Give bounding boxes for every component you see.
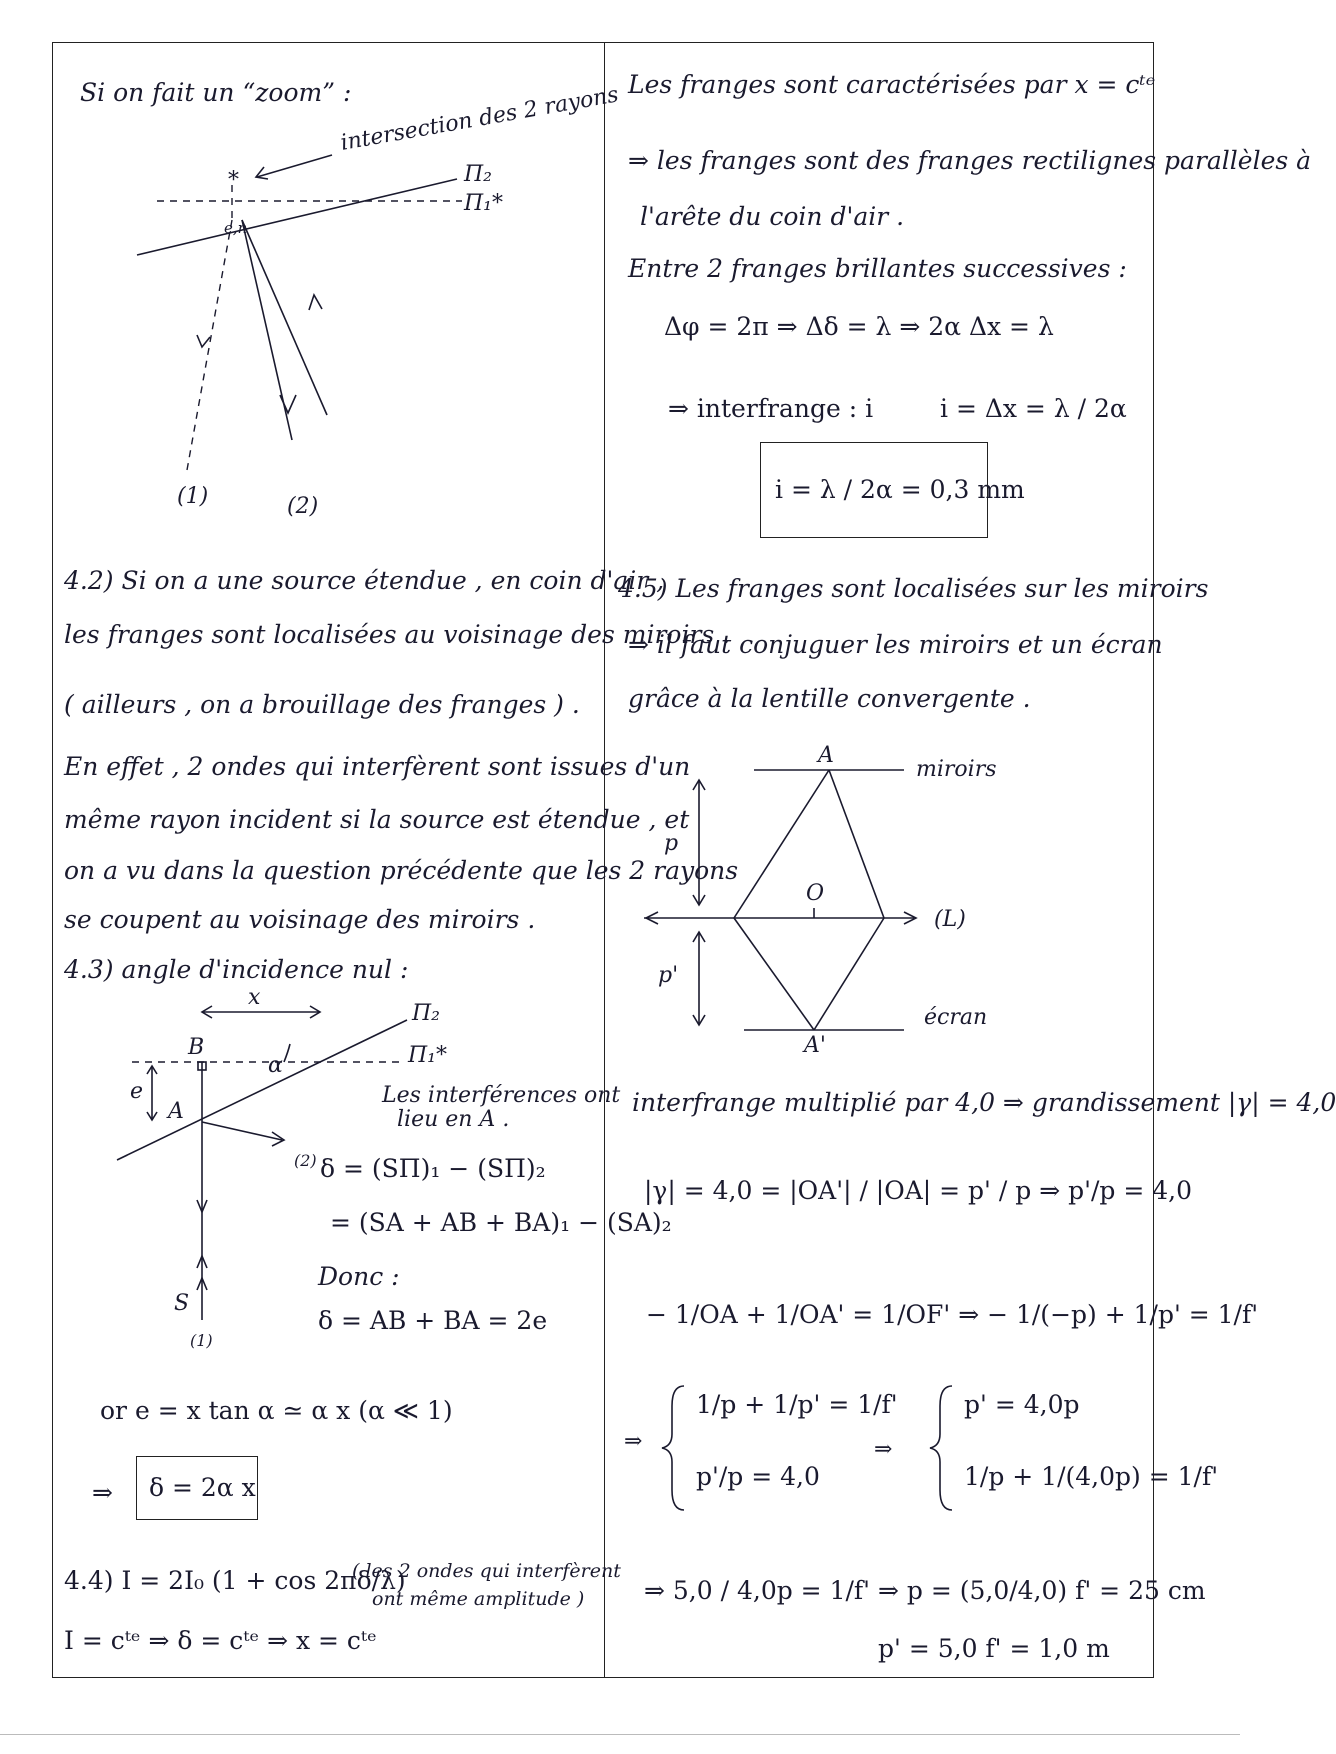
eq-phase: Δφ = 2π ⇒ Δδ = λ ⇒ 2α Δx = λ xyxy=(664,312,1054,341)
label-S: S xyxy=(174,1291,190,1316)
q44-note-2: ont même amplitude ) xyxy=(372,1588,585,1610)
fringes-line-1: Les franges sont caractérisées par x = cᵗᵉ xyxy=(628,70,1156,99)
final-equation-2: p' = 5,0 f' = 1,0 m xyxy=(878,1634,1110,1663)
label-pi1: Π₁* xyxy=(408,1043,448,1068)
ray-Aprime-right xyxy=(814,918,884,1030)
fringes-line-2: ⇒ les franges sont des franges rectilignes parallèles à xyxy=(628,146,1312,175)
boxed-delta: δ = 2α x xyxy=(149,1473,256,1502)
label-ray2: (2) xyxy=(294,1151,317,1170)
scan-edge xyxy=(0,1734,1240,1735)
q45-line-3: grâce à la lentille convergente . xyxy=(628,684,1031,713)
system-arrow-2: ⇒ xyxy=(874,1437,893,1462)
left-brace xyxy=(662,1386,684,1510)
label-O: O xyxy=(806,881,825,906)
delta-line-3: δ = AB + BA = 2e xyxy=(318,1306,548,1335)
intersection-star: * xyxy=(228,168,239,193)
q44-note-1: ( les 2 ondes qui interfèrent xyxy=(352,1560,621,1582)
ray-Aprime-left xyxy=(734,918,814,1030)
donc-label: Donc : xyxy=(318,1262,400,1291)
system-right-2: 1/p + 1/(4,0p) = 1/f' xyxy=(964,1462,1219,1491)
q42-line-2: les franges sont localisées au voisinage des miroirs . xyxy=(64,620,731,649)
system-right-1: p' = 4,0p xyxy=(964,1390,1080,1419)
ray2-reflected xyxy=(242,220,327,415)
interfrange-multiplied: interfrange multiplié par 4,0 ⇒ grandissement |γ| = 4,0 xyxy=(632,1088,1336,1117)
final-equation-1: ⇒ 5,0 / 4,0p = 1/f' ⇒ p = (5,0/4,0) f' = 25 cm xyxy=(644,1576,1206,1605)
ray-A-right xyxy=(829,770,884,918)
small-label: e,n xyxy=(224,219,248,237)
conjugation-equation: − 1/OA + 1/OA' = 1/OF' ⇒ − 1/(−p) + 1/p' = 1/f' xyxy=(646,1300,1259,1329)
reflected-ray-2 xyxy=(202,1122,282,1140)
q42-line-6: on a vu dans la question précédente que les 2 rayons xyxy=(64,856,739,885)
right-brace xyxy=(930,1386,952,1510)
implies-arrow: ⇒ xyxy=(92,1478,113,1507)
result-box-delta xyxy=(136,1456,258,1520)
label-ray2: (2) xyxy=(287,494,319,519)
ray1-dashed xyxy=(187,220,232,470)
gamma-equation: |γ| = 4,0 = |OA'| / |OA| = p' / p ⇒ p'/p = 4,0 xyxy=(644,1176,1192,1205)
label-pi2: Π₂ xyxy=(412,1001,441,1026)
q42-line-1: 4.2) Si on a une source étendue , en coin d'air , xyxy=(64,566,665,595)
eq-interfrange-value: i = Δx = λ / 2α xyxy=(940,394,1127,423)
result-box-interfrange xyxy=(760,442,1025,538)
fringes-line-3: l'arête du coin d'air . xyxy=(640,202,905,231)
label-Aprime: A' xyxy=(804,1033,826,1058)
label-ray1: (1) xyxy=(177,484,209,509)
label-pi2: Π₂ xyxy=(464,162,493,187)
q44-line-1: 4.4) I = 2I₀ (1 + cos 2πδ/λ) xyxy=(64,1566,406,1595)
lens-conjugation-figure xyxy=(604,740,1164,1060)
q43-title: 4.3) angle d'incidence nul : xyxy=(64,955,409,984)
q42-line-5: même rayon incident si la source est étendue , et xyxy=(64,805,690,834)
mirror2-line xyxy=(137,179,457,255)
label-lens: (L) xyxy=(934,907,966,932)
q45-line-2: ⇒ il faut conjuguer les miroirs et un écran xyxy=(628,630,1163,659)
label-pi1: Π₁* xyxy=(464,191,504,216)
label-B: B xyxy=(188,1035,205,1060)
label-A: A xyxy=(168,1099,184,1124)
annotation-arrow xyxy=(257,155,332,177)
system-left-2: p'/p = 4,0 xyxy=(696,1462,820,1491)
q42-line-3: ( ailleurs , on a brouillage des franges ) . xyxy=(64,690,580,719)
q42-line-7: se coupent au voisinage des miroirs . xyxy=(64,905,536,934)
between-fringes: Entre 2 franges brillantes successives : xyxy=(628,254,1127,283)
interference-note-1: Les interférences ont xyxy=(382,1083,621,1108)
ray1-arrowhead xyxy=(197,335,210,347)
label-ray1: (1) xyxy=(190,1331,213,1350)
zoom-title: Si on fait un “zoom” : xyxy=(80,78,352,107)
label-e: e xyxy=(130,1079,144,1104)
interference-note-2: lieu en A . xyxy=(397,1107,510,1132)
boxed-interfrange: i = λ / 2α = 0,3 mm xyxy=(775,475,1025,504)
label-A: A xyxy=(818,743,834,768)
small-angle-approx: or e = x tan α ≃ α x (α ≪ 1) xyxy=(100,1396,453,1425)
delta-line-1: δ = (SΠ)₁ − (SΠ)₂ xyxy=(320,1154,546,1183)
intersection-annotation: intersection des 2 rayons xyxy=(338,82,621,156)
label-x: x xyxy=(248,985,261,1010)
q45-line-1: 4.5) Les franges sont localisées sur les miroirs xyxy=(618,574,1209,603)
q44-line-2: I = cᵗᵉ ⇒ δ = cᵗᵉ ⇒ x = cᵗᵉ xyxy=(64,1626,377,1655)
label-screen: écran xyxy=(924,1005,988,1030)
label-p: p xyxy=(664,831,679,856)
label-pprime: p' xyxy=(658,963,679,988)
label-alpha: α xyxy=(268,1053,283,1078)
system-left-1: 1/p + 1/p' = 1/f' xyxy=(696,1390,898,1419)
system-arrow: ⇒ xyxy=(624,1429,643,1454)
delta-line-2: = (SA + AB + BA)₁ − (SA)₂ xyxy=(330,1208,672,1237)
mirror2-line xyxy=(117,1020,407,1160)
label-mirrors: miroirs xyxy=(916,757,997,782)
eq-interfrange-label: ⇒ interfrange : i xyxy=(668,394,874,423)
q42-line-4: En effet , 2 ondes qui interfèrent sont issues d'un xyxy=(64,752,691,781)
